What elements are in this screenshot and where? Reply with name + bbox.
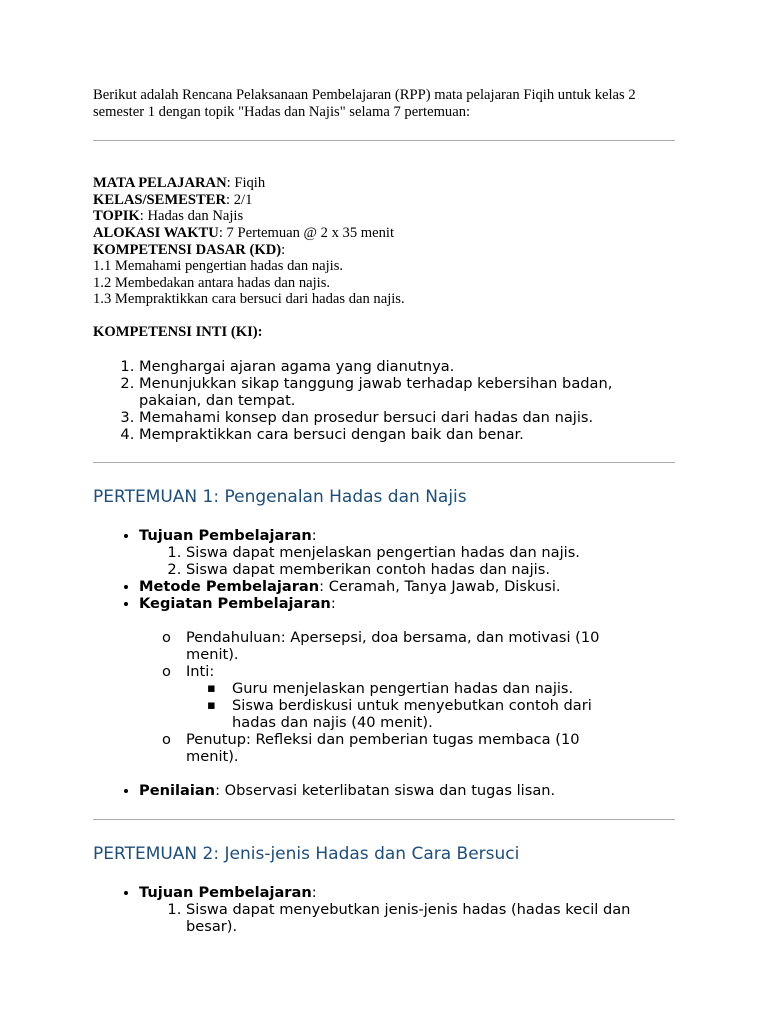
info-block [93,175,675,308]
topik-label: TOPIK [93,208,140,225]
kegiatan-item [139,595,675,765]
tujuan-label: Tujuan Pembelajaran [139,883,312,901]
section-title-pertemuan-1: PERTEMUAN 1: Pengenalan Hadas dan Najis [93,486,467,507]
metode-item [139,578,675,595]
kd-label: KOMPETENSI DASAR (KD) [93,241,282,258]
penilaian-item [139,782,675,799]
ki-item: 4. Mempraktikkan cara bersuci dengan baik dan benar. [139,426,675,443]
ki-list [93,358,675,443]
alokasi-line [93,225,675,242]
kelas-value: : 2/1 [226,191,253,208]
kd-item: 1.2 Membedakan antara hadas dan najis. [93,274,331,291]
kelas-label: KELAS/SEMESTER [93,191,227,208]
tujuan-list [139,544,675,578]
kd-item: 1.1 Memahami pengertian hadas dan najis. [93,258,344,275]
pertemuan-1-list [93,527,675,799]
pendahuluan-item: o Pendahuluan: Apersepsi, doa bersama, dan motivasi (10 menit). [186,629,635,663]
alokasi-value: : 7 Pertemuan @ 2 x 35 menit [218,224,395,241]
ki-item: 1. Menghargai ajaran agama yang dianutnya. [139,358,675,375]
penilaian-label: Penilaian [139,781,216,799]
ki-item: 2. Menunjukkan sikap tanggung jawab terhadap kebersihan badan, pakaian, dan tempat. [139,375,675,409]
penutup-item: o Penutup: Refleksi dan pemberian tugas membaca (10 menit). [186,731,635,765]
tujuan-sub-item: 1. Siswa dapat menyebutkan jenis-jenis hadas (hadas kecil dan besar). [186,901,645,935]
tujuan-item [139,884,675,935]
kd-heading [93,242,675,259]
topik-value: : Hadas dan Najis [139,208,244,225]
document-page [93,87,675,935]
kegiatan-list [139,629,675,765]
kd-colon: : [281,241,286,258]
tujuan-label: Tujuan Pembelajaran [139,526,312,544]
topik-line [93,208,675,225]
ki-item: 3. Memahami konsep dan prosedur bersuci dari hadas dan najis. [139,409,675,426]
mapel-label: MATA PELAJARAN [93,175,227,192]
divider [93,819,675,820]
alokasi-label: ALOKASI WAKTU [93,224,219,241]
kd-item: 1.3 Mempraktikkan cara bersuci dari hadas dan najis. [93,291,405,308]
section-title-pertemuan-2: PERTEMUAN 2: Jenis-jenis Hadas dan Cara Bersuci [93,843,520,864]
tujuan-sub-item: 1. Siswa dapat menjelaskan pengertian hadas dan najis. [186,544,675,561]
penilaian-value: : Observasi keterlibatan siswa dan tugas lisan. [215,781,556,799]
inti-sub-item: ▪ Guru menjelaskan pengertian hadas dan najis. [232,680,635,697]
tujuan-item [139,527,675,578]
metode-value: : Ceramah, Tanya Jawab, Diskusi. [319,577,561,595]
divider [93,462,675,463]
metode-label: Metode Pembelajaran [139,577,320,595]
tujuan-colon: : [311,526,317,544]
tujuan-sub-item: 2. Siswa dapat memberikan contoh hadas dan najis. [186,561,675,578]
inti-sub-item: ▪ Siswa berdiskusi untuk menyebutkan contoh dari hadas dan najis (40 menit). [232,697,635,731]
kegiatan-label: Kegiatan Pembelajaran [139,594,331,612]
inti-list [186,680,635,731]
mapel-value: : Fiqih [226,175,266,192]
ki-heading-text: KOMPETENSI INTI (KI): [93,323,263,340]
inti-label: Inti: [186,662,215,680]
pertemuan-2-list [93,884,675,935]
mapel-line [93,175,675,192]
kegiatan-colon: : [330,594,336,612]
ki-heading [93,324,675,341]
inti-item [186,663,635,731]
tujuan-colon: : [311,883,317,901]
tujuan-list [139,901,675,935]
intro-paragraph: Berikut adalah Rencana Pelaksanaan Pembelajaran (RPP) mata pelajaran Fiqih untuk kelas 2 semester 1 dengan topik "Hadas dan Najis" selama 7 pertemuan: [93,87,636,120]
divider [93,140,675,141]
kelas-line [93,192,675,209]
